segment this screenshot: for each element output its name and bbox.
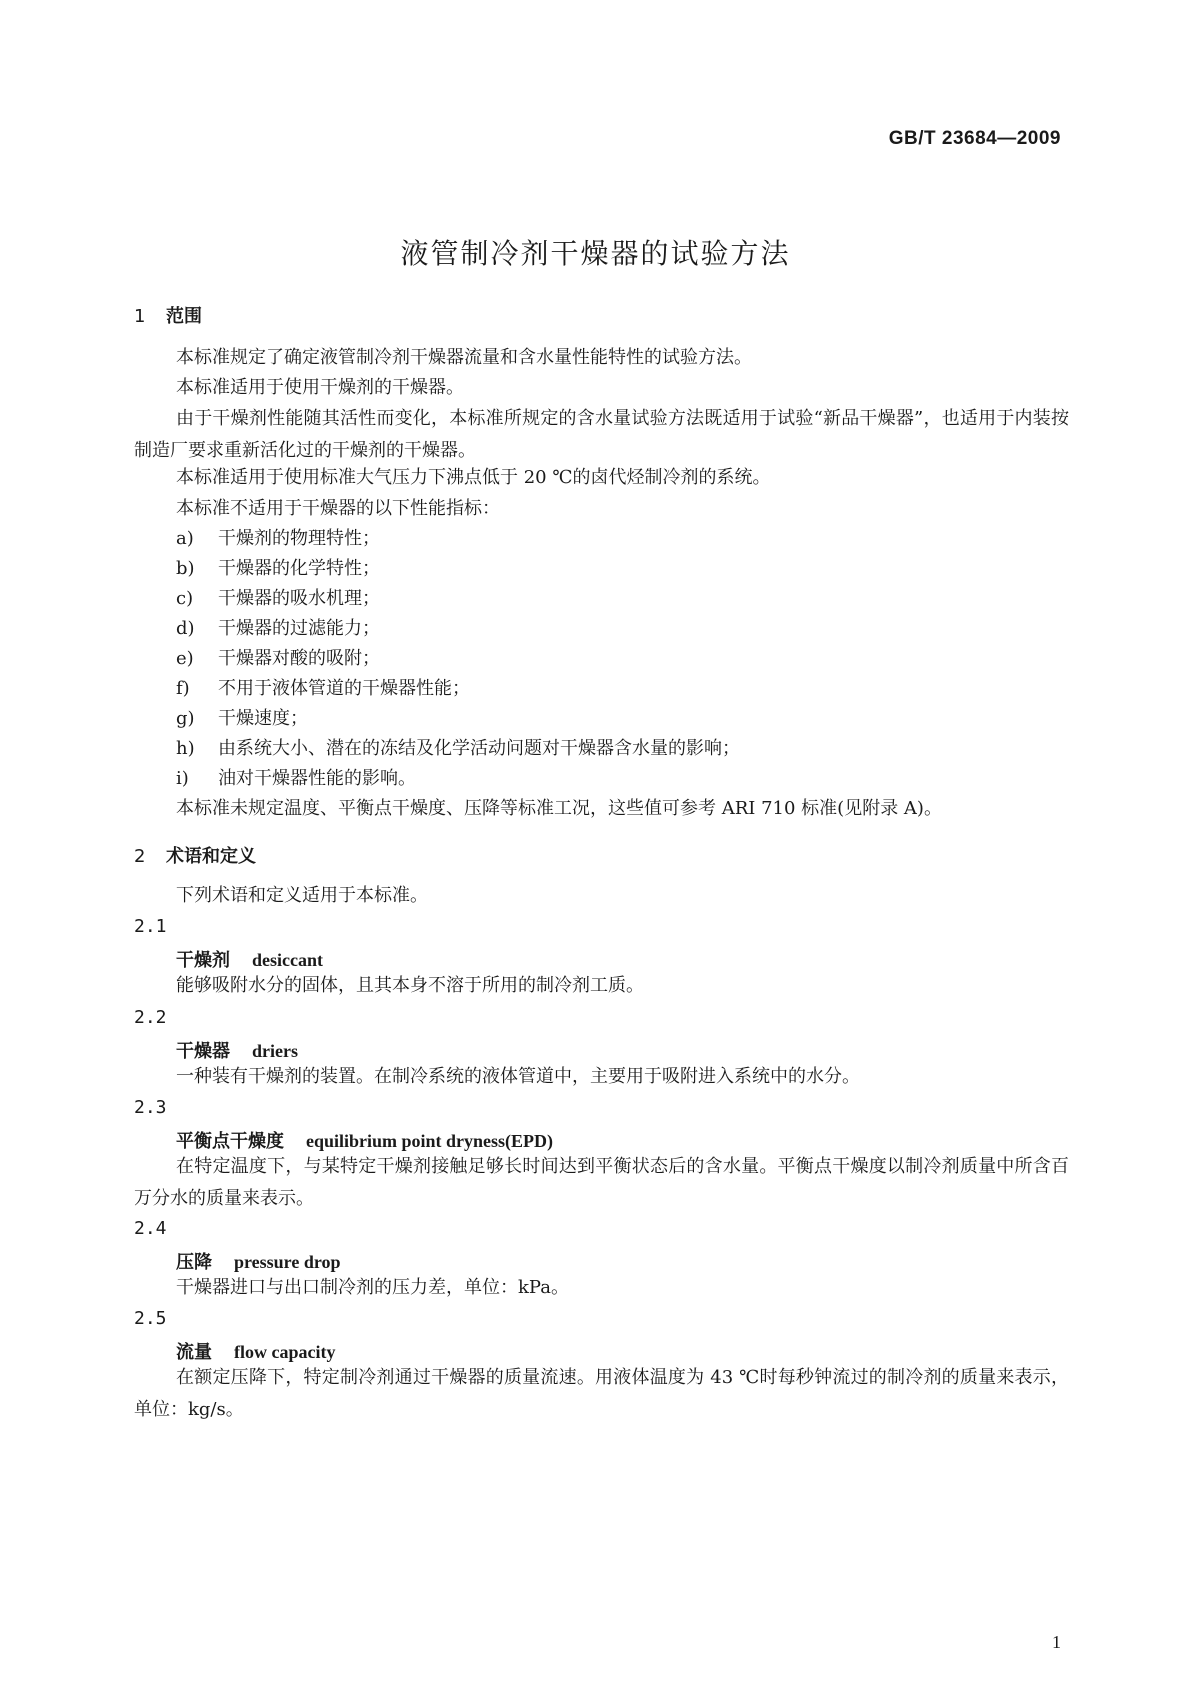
list-item-text: 干燥器对酸的吸附； [218,648,380,669]
list-marker: i) [176,768,189,789]
list-item [176,643,380,675]
paragraph: 本标准规定了确定液管制冷剂干燥器流量和含水量性能特性的试验方法。 [176,347,752,368]
term-en: pressure drop [234,1252,341,1272]
clause-number: 2.2 [134,1007,167,1028]
list-marker: c) [176,588,194,609]
list-item-text: 干燥器的过滤能力； [218,618,380,639]
clause-number: 2.4 [134,1218,167,1239]
clause-number: 2.5 [134,1308,167,1329]
standard-code: GB/T 23684—2009 [888,128,1061,149]
list-item [176,553,380,585]
paragraph: 下列术语和定义适用于本标准。 [176,885,428,906]
paragraph: 由于干燥剂性能随其活性而变化，本标准所规定的含水量试验方法既适用于试验“新品干燥器”，也适用于内装按制造厂要求重新活化过的干燥剂的干燥器。 [134,408,1069,461]
term-heading [176,946,323,972]
term-definition: 干燥器进口与出口制冷剂的压力差，单位：kPa。 [176,1277,569,1298]
list-item-text: 干燥剂的物理特性； [218,528,380,549]
list-item-text: 干燥器的化学特性； [218,558,380,579]
term-definition: 一种装有干燥剂的装置。在制冷系统的液体管道中，主要用于吸附进入系统中的水分。 [176,1066,860,1087]
term-definition: 在额定压降下，特定制冷剂通过干燥器的质量流速。用液体温度为 43 ℃时每秒钟流过的制冷剂的质量来表示，单位：kg/s。 [134,1367,1069,1420]
term-cn: 干燥剂 [176,950,230,971]
list-marker: a) [176,528,194,549]
section-1-heading [134,302,202,328]
term-cn: 流量 [176,1342,212,1363]
list-marker: d) [176,618,195,639]
section-title: 范围 [166,306,202,327]
list-marker: e) [176,648,194,669]
list-item [176,613,380,645]
section-title: 术语和定义 [166,846,256,867]
page-title: 液管制冷剂干燥器的试验方法 [400,237,791,270]
list-item [176,763,416,795]
section-number: 1 [134,306,146,327]
paragraph: 本标准未规定温度、平衡点干燥度、压降等标准工况，这些值可参考 ARI 710 标准(见附录 A)。 [176,798,942,819]
list-item-text: 油对干燥器性能的影响。 [218,768,416,789]
term-definition: 在特定温度下，与某特定干燥剂接触足够长时间达到平衡状态后的含水量。平衡点干燥度以制冷剂质量中所含百万分水的质量来表示。 [134,1156,1069,1209]
term-en: equilibrium point dryness(EPD) [306,1131,554,1151]
term-cn: 平衡点干燥度 [176,1131,284,1152]
term-cn: 干燥器 [176,1041,230,1062]
list-marker: g) [176,708,195,729]
term-heading [176,1037,298,1063]
term-cn: 压降 [176,1252,212,1273]
paragraph: 本标准不适用于干燥器的以下性能指标： [176,498,500,519]
term-heading [176,1248,341,1274]
term-heading [176,1127,553,1153]
list-item-text: 由系统大小、潜在的冻结及化学活动问题对干燥器含水量的影响； [218,738,740,759]
paragraph: 本标准适用于使用标准大气压力下沸点低于 20 ℃的卤代烃制冷剂的系统。 [176,467,771,488]
term-en: desiccant [252,950,323,970]
list-marker: h) [176,738,195,759]
list-marker: b) [176,558,195,579]
section-2-heading [134,842,256,868]
term-definition: 能够吸附水分的固体，且其本身不溶于所用的制冷剂工质。 [176,975,644,996]
term-en: flow capacity [234,1342,336,1362]
list-item-text: 干燥器的吸水机理； [218,588,380,609]
section-number: 2 [134,846,146,867]
list-item [176,733,740,765]
list-item-text: 干燥速度； [218,708,308,729]
list-item [176,673,470,705]
list-marker: f) [176,678,190,699]
clause-number: 2.3 [134,1097,167,1118]
term-heading [176,1338,335,1364]
clause-number: 2.1 [134,916,167,937]
list-item [176,583,380,615]
page-number: 1 [1052,1632,1061,1652]
term-en: driers [252,1041,298,1061]
list-item-text: 不用于液体管道的干燥器性能； [218,678,470,699]
list-item [176,523,380,555]
list-item [176,703,308,735]
paragraph: 本标准适用于使用干燥剂的干燥器。 [176,377,464,398]
